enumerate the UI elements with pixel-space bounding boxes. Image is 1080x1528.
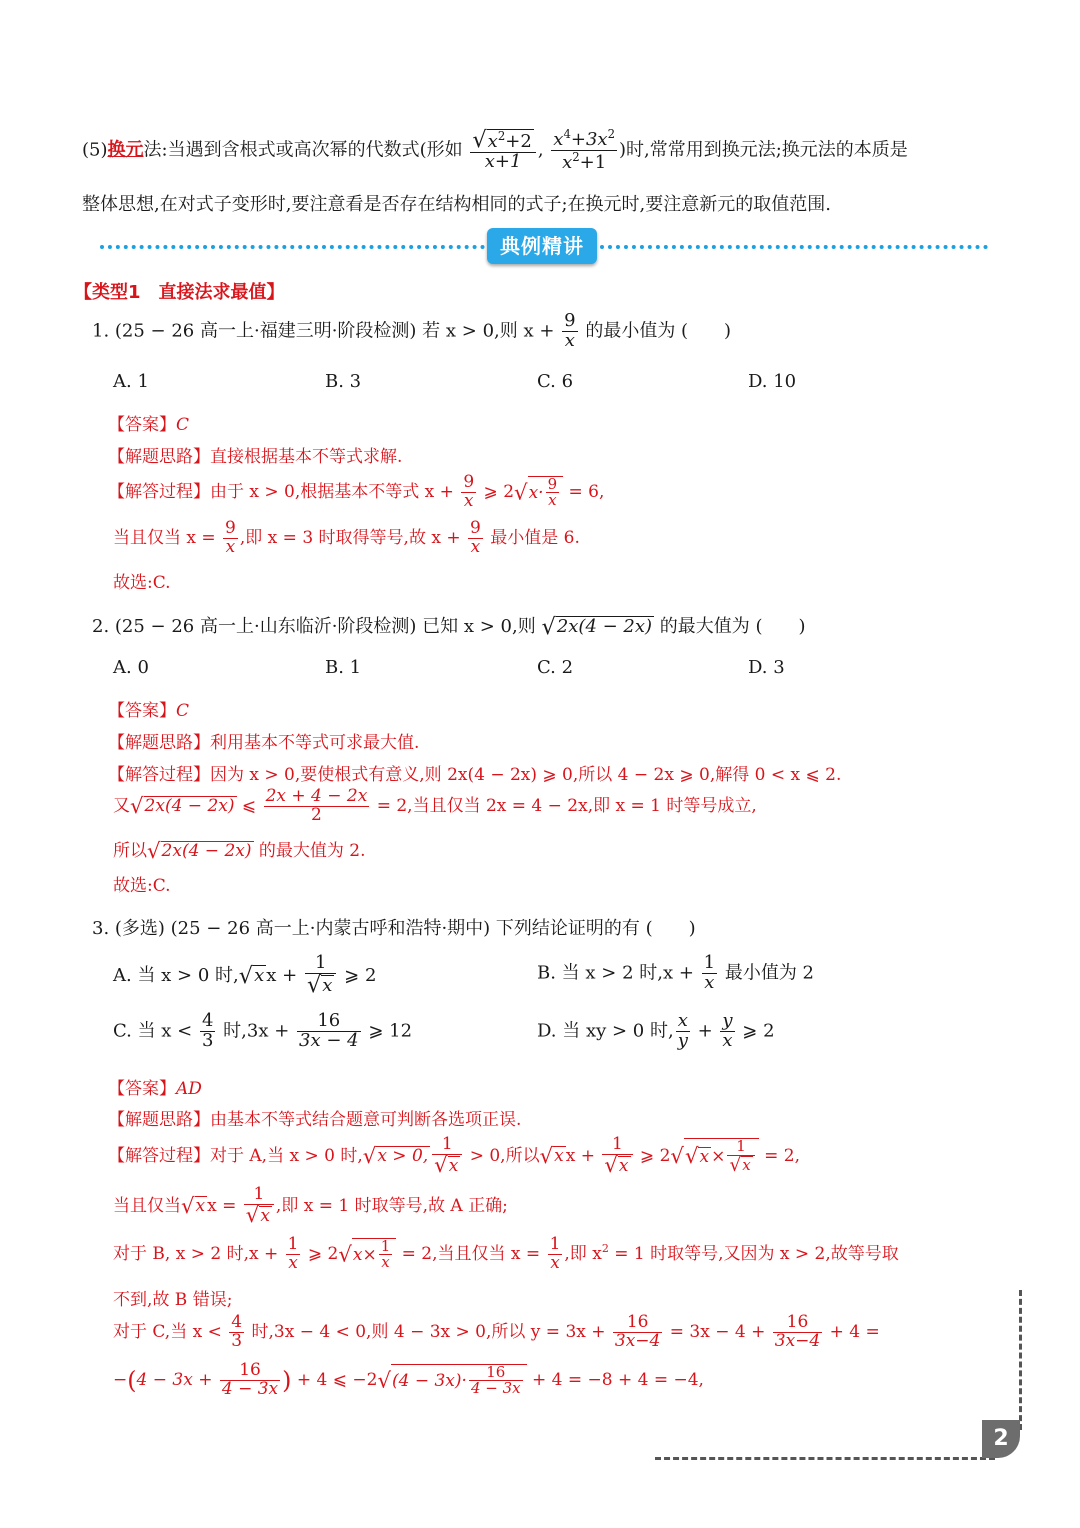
- q3-answer-label: 【答案】: [108, 1079, 176, 1099]
- q3-optD-a: D. 当 xy > 0 时,: [537, 1020, 674, 1042]
- q2-process-line3: [113, 836, 366, 864]
- q1-proc2-b: ,即 x = 3 时取得等号,故 x +: [239, 527, 466, 548]
- q3-l5-n2: 16: [773, 1314, 822, 1333]
- q3-l5-d: + 4 =: [824, 1321, 880, 1342]
- q1-proc2-num2: 9: [470, 518, 481, 538]
- page-number: 2: [982, 1420, 1020, 1458]
- q3-process-line2: 当且仅当√x x = $\frac{1}{√x}$ ,即 x = 1 时取等号,故 A 正确;: [113, 1184, 508, 1228]
- q3-optA-sqrt: √x: [238, 962, 265, 989]
- q1-answer-value: C: [176, 415, 190, 435]
- q3-optD-frac2: $\frac{y}{x}$: [722, 1010, 733, 1051]
- q1-rad-den: x: [548, 491, 557, 510]
- q2-option-c[interactable]: C. 2: [537, 657, 574, 678]
- q3-optC-b: 时,3x +: [217, 1020, 296, 1042]
- q1-proc2-num: 9: [225, 518, 236, 538]
- q2-l2-c: = 2,当且仅当 2x = 4 − 2x,即 x = 1 时等号成立,: [371, 795, 757, 816]
- q1-idea-label: 【解题思路】: [108, 447, 210, 467]
- q3-optC-a: C. 当 x <: [113, 1020, 198, 1042]
- q3-l3-d: ,即 x: [564, 1243, 602, 1264]
- q1-rad: x·: [528, 482, 544, 503]
- method5-text-b: )时,常常用到换元法;换元法的本质是: [619, 139, 908, 161]
- q1-option-a[interactable]: A. 1: [113, 371, 149, 392]
- type1-title: 【类型1 直接法求最值】: [74, 282, 285, 303]
- q1-frac-den: x: [564, 329, 575, 351]
- method5-text-a: 法:当遇到含根式或高次幂的代数式(形如: [143, 139, 463, 161]
- divider-left: [100, 245, 485, 249]
- q2-answer: [108, 696, 189, 721]
- page-border-horizontal: [655, 1457, 995, 1460]
- q3-optB-a: B. 当 x > 2 时,x +: [537, 962, 700, 984]
- q1-option-d[interactable]: D. 10: [748, 371, 797, 392]
- q3-l1-d: x +: [565, 1146, 601, 1167]
- q3-process-line5: 对于 C,当 x < $\frac{4}{3}$ 时,3x − 4 < 0,则 4 − 3x > 0,所以 y = 3x + $\frac{16}{3x-4}$ = 3x − 4 + $\frac{16}{3x-4}$ + 4 =: [113, 1312, 880, 1351]
- example-fraction-1: $\frac{√x^2+2}{x+1}$: [470, 129, 535, 173]
- q3-optA-a: A. 当 x > 0 时,: [113, 964, 239, 986]
- q2-l2-rad: 2x(4 − 2x): [144, 796, 235, 817]
- q3-l1-frac: $\frac{1}{√x}$: [432, 1136, 462, 1177]
- q3-l6-a: −: [113, 1369, 128, 1390]
- q1-proc2-frac: [223, 520, 238, 557]
- q2-l2-num: 2x + 4 − 2x: [265, 786, 368, 806]
- q2-idea-text: 利用基本不等式可求最大值.: [210, 733, 420, 753]
- sep: ,: [537, 139, 544, 161]
- q1-frac-num: 9: [564, 310, 576, 331]
- q3-stem: 3. (多选) (25 − 26 高一上·内蒙古呼和浩特·期中) 下列结论证明的有 ( ): [92, 918, 696, 939]
- q3-optD-c: ⩾ 2: [736, 1020, 775, 1042]
- q1-proc2-den2: x: [470, 536, 481, 557]
- q3-optC-frac1: $\frac{4}{3}$: [201, 1010, 214, 1051]
- q3-idea: [108, 1105, 521, 1130]
- q3-proc-label: 【解答过程】: [108, 1146, 210, 1167]
- q2-l3-a: 所以: [113, 841, 147, 861]
- q1-sqrt: √x· $\frac{9}{x}$: [514, 476, 563, 510]
- ex1-var: x: [487, 130, 498, 152]
- q3-l1-frac2: $\frac{1}{√x}$: [602, 1136, 632, 1177]
- q2-choose: 故选:C.: [113, 876, 171, 896]
- q2-l2-b: ⩽: [236, 795, 262, 816]
- q3-l1-e: ⩾ 2: [634, 1146, 671, 1167]
- q2-l3-rad: 2x(4 − 2x): [161, 841, 252, 862]
- divider-right: [600, 245, 988, 249]
- q3-optD-frac1: $\frac{x}{y}$: [677, 1010, 688, 1051]
- q3-l5-b: 时,3x − 4 < 0,则 4 − 3x > 0,所以 y = 3x +: [246, 1321, 611, 1342]
- q3-l6-b: 4 − 3x +: [136, 1369, 218, 1390]
- ex2-mid: +3x: [570, 129, 608, 150]
- q1-proc2-a: 当且仅当 x =: [113, 527, 222, 548]
- ex2-den: x: [562, 151, 573, 173]
- q3-l2-c: ,即 x = 1 时取等号,故 A 正确;: [275, 1196, 508, 1217]
- q3-option-b[interactable]: [537, 954, 814, 993]
- q3-optB-frac: $\frac{1}{x}$: [703, 952, 716, 993]
- q3-l5-a: 对于 C,当 x <: [113, 1321, 228, 1342]
- q3-l6-c: + 4 ⩽ −2: [291, 1369, 378, 1390]
- method5-line2: 整体思想,在对式子变形时,要注意看是否存在结构相同的式子;在换元时,要注意新元的取值范围.: [82, 194, 831, 215]
- q2-option-b[interactable]: B. 1: [325, 657, 362, 678]
- page-border-vertical: [1019, 1290, 1022, 1430]
- q3-optC-frac2: [297, 1012, 361, 1051]
- q1-process-line1: [108, 474, 604, 511]
- q2-process: [108, 760, 841, 785]
- q3-idea-text: 由基本不等式结合题意可判断各选项正误.: [210, 1110, 522, 1130]
- q1-proc2-c: 最小值是 6.: [484, 527, 580, 548]
- q3-option-c[interactable]: [113, 1012, 412, 1051]
- q3-l2-b: x =: [207, 1196, 242, 1217]
- q3-l1-a: 对于 A,当 x > 0 时,: [210, 1146, 363, 1167]
- q3-optC-den: 3x − 4: [299, 1029, 359, 1051]
- method5-prefix: (5): [82, 139, 108, 161]
- q2-l3-b: 的最大值为 2.: [253, 841, 366, 861]
- q2-rad: 2x(4 − 2x): [556, 616, 653, 638]
- q3-l6-n1: 16: [220, 1362, 280, 1381]
- method5-line1: [82, 128, 908, 173]
- q2-l2-frac: [264, 788, 370, 825]
- q1-rad-frac: [546, 474, 560, 510]
- q1-proc-frac-num: 9: [463, 472, 475, 492]
- q1-proc-frac-den: x: [463, 490, 474, 511]
- q1-fraction: [562, 312, 577, 351]
- q2-stem-b: 的最大值为 ( ): [654, 616, 806, 637]
- q3-optA-c: ⩾ 2: [338, 964, 377, 986]
- ex1-rest: +2: [505, 130, 532, 152]
- q3-l6-d1: 4 − 3x: [221, 1378, 279, 1399]
- q3-optC-num: 16: [297, 1012, 361, 1032]
- q3-optA-frac: $\frac{1}{√x}$: [305, 954, 337, 998]
- q3-answer-value: AD: [176, 1079, 202, 1099]
- q1-proc-c: = 6,: [563, 481, 605, 502]
- q3-option-a[interactable]: [113, 954, 376, 998]
- q3-l6-d: (4 − 3x)·: [391, 1370, 467, 1391]
- q3-l1-f: = 2,: [758, 1146, 801, 1167]
- q2-l3-sqrt: √2x(4 − 2x): [147, 839, 252, 864]
- section-badge: 典例精讲: [487, 228, 597, 264]
- q2-l2-sqrt: √2x(4 − 2x): [130, 793, 235, 819]
- q1-proc-label: 【解答过程】: [108, 481, 210, 502]
- q3-l3-c: = 2,当且仅当 x =: [396, 1243, 546, 1264]
- q1-answer: [108, 410, 189, 435]
- q2-l2-den: 2: [311, 804, 322, 825]
- q2-sqrt: √2x(4 − 2x): [541, 614, 653, 640]
- q3-idea-label: 【解题思路】: [108, 1110, 210, 1130]
- q3-process-line6: −(4 − 3x + $\frac{16}{4 - 3x}$ ) + 4 ⩽ −2√(4 − 3x)· $\frac{16}{4 - 3x}$ + 4 = −8 + 4 = −4,: [113, 1360, 704, 1399]
- q2-idea-label: 【解题思路】: [108, 733, 210, 753]
- q2-process-line2: [113, 788, 757, 825]
- q1-option-b[interactable]: B. 3: [325, 371, 362, 392]
- q1-proc2-frac-2: [468, 520, 483, 557]
- q1-proc-a: 由于 x > 0,根据基本不等式 x +: [210, 481, 460, 502]
- q3-process-line3: 对于 B, x > 2 时,x + $\frac{1}{x}$ ⩾ 2√x× $\frac{1}{x}$ = 2,当且仅当 x = $\frac{1}{x}$ ,即 $x^2 = 1$ 时取等号,又因为 x > 2,故等号取: [113, 1234, 899, 1273]
- q1-idea: [108, 442, 402, 467]
- example-fraction-2: $\frac{x^4+3x^2}{x^2+1}$: [553, 127, 615, 173]
- q2-stem-a: 2. (25 − 26 高一上·山东临沂·阶段检测) 已知 x > 0,则: [92, 616, 542, 637]
- q1-idea-text: 直接根据基本不等式求解.: [210, 447, 403, 467]
- q1-proc-b: ⩾ 2: [478, 481, 515, 502]
- q2-idea: [108, 728, 419, 753]
- method5-keyword: 换元: [107, 139, 144, 161]
- q3-optB-b: 最小值为 2: [719, 962, 815, 984]
- ex1-den: x+1: [484, 151, 522, 173]
- q2-answer-value: C: [176, 701, 190, 721]
- q1-stem-b: x > 0,则 x +: [445, 320, 561, 342]
- q1-proc-frac: [461, 474, 476, 511]
- q1-process-line2: [113, 520, 580, 557]
- ex2-den-rest: +1: [579, 151, 607, 173]
- q3-l2-a: 当且仅当: [113, 1196, 181, 1217]
- q2-l2-a: 又: [113, 795, 130, 816]
- q3-optC-c: ⩾ 12: [362, 1020, 413, 1042]
- q2-proc-text: 因为 x > 0,要使根式有意义,则 2x(4 − 2x) ⩾ 0,所以 4 − 2x ⩾ 0,解得 0 < x ⩽ 2.: [210, 765, 842, 785]
- q2-answer-label: 【答案】: [108, 701, 176, 721]
- q1-stem-c: 的最小值为 ( ): [579, 320, 732, 342]
- q2-option-d[interactable]: D. 3: [748, 657, 785, 678]
- q3-l5-c: = 3x − 4 +: [664, 1321, 771, 1342]
- q2-stem: [92, 612, 806, 640]
- q3-process-line4: 不到,故 B 错误;: [113, 1290, 233, 1310]
- q3-optD-b: +: [691, 1020, 719, 1042]
- q3-optA-b: x +: [266, 964, 303, 986]
- q3-process-line1: 【解答过程】对于 A,当 x > 0 时,√x > 0, $\frac{1}{√x}$ > 0,所以√x x + $\frac{1}{√x}$ ⩾ 2√√x × $\frac{1}{√x}$ = 2,: [108, 1134, 801, 1178]
- q3-l3-e: = 1 时取等号,又因为 x > 2,故等号取: [608, 1243, 899, 1264]
- q2-proc-label: 【解答过程】: [108, 765, 210, 785]
- ex2-var: x: [553, 129, 564, 150]
- q3-l6-n2: 16: [469, 1365, 523, 1382]
- q2-option-a[interactable]: A. 0: [113, 657, 149, 678]
- q1-answer-label: 【答案】: [108, 415, 176, 435]
- q1-stem: [92, 312, 731, 351]
- q1-proc2-den: x: [225, 536, 236, 557]
- q3-option-d[interactable]: [537, 1012, 775, 1051]
- q3-l5-n1: 16: [613, 1314, 662, 1333]
- q3-l1-c: > 0,所以: [464, 1146, 540, 1167]
- q3-l1-b: x > 0,: [377, 1146, 429, 1167]
- q1-rad-num: 9: [547, 474, 558, 493]
- q3-l6-e: + 4 = −8 + 4 = −4,: [526, 1369, 704, 1390]
- q3-l3-b: ⩾ 2: [302, 1243, 339, 1264]
- q1-choose: 故选:C.: [113, 573, 171, 593]
- q3-l3-a: 对于 B, x > 2 时,x +: [113, 1243, 284, 1264]
- q1-stem-a: 1. (25 − 26 高一上·福建三明·阶段检测) 若: [92, 320, 446, 342]
- q3-answer: [108, 1074, 202, 1099]
- q1-option-c[interactable]: C. 6: [537, 371, 574, 392]
- q3-l6-d2: 4 − 3x: [470, 1379, 521, 1398]
